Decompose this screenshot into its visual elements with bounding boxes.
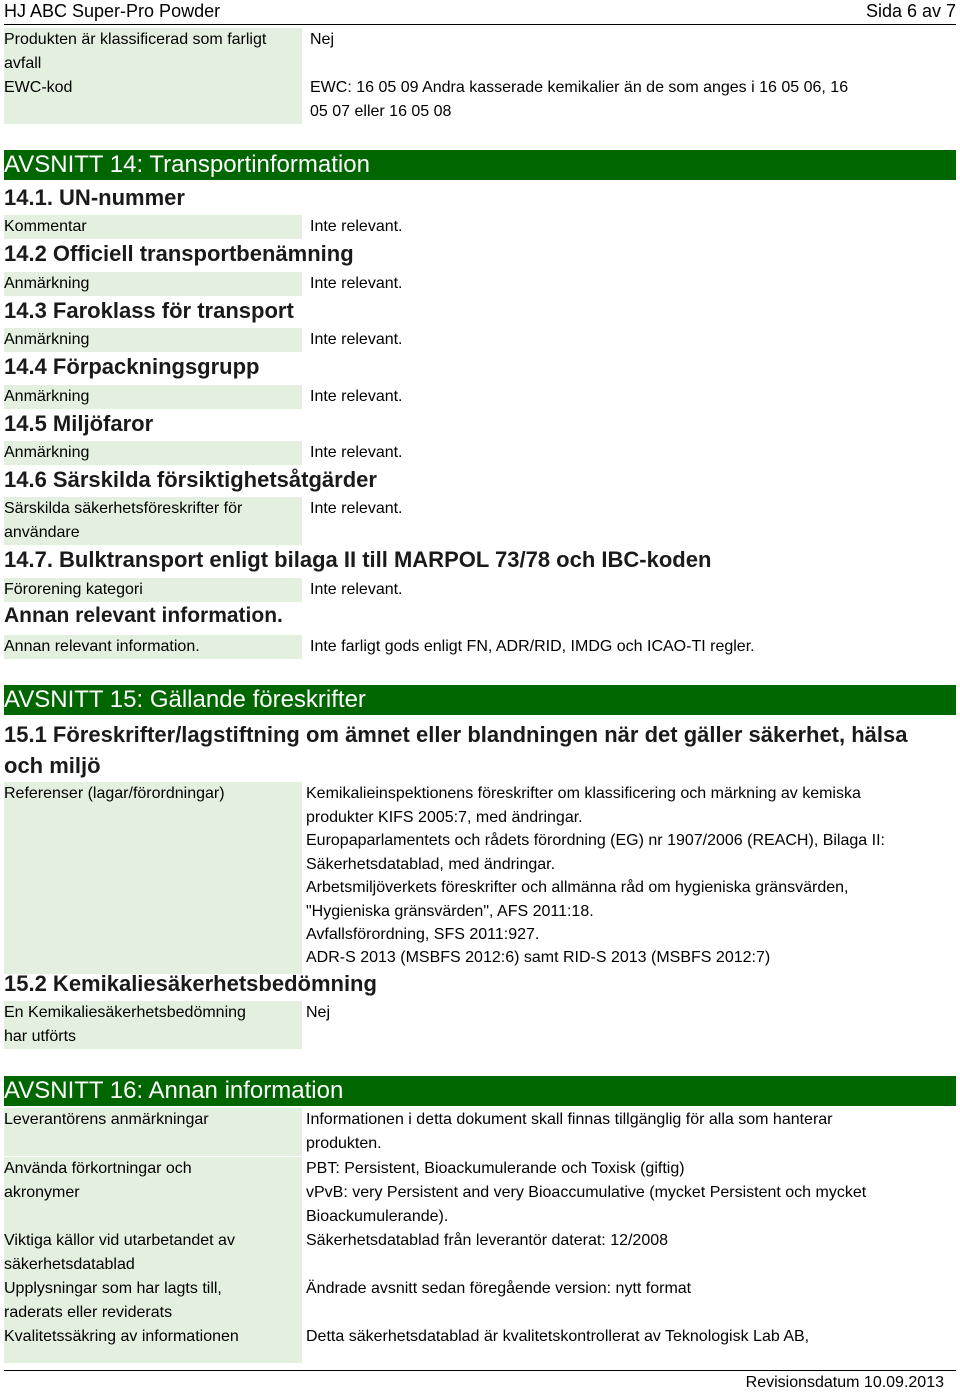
value-hazardous-waste: Nej: [310, 31, 335, 48]
value-15-1-sfs: Avfallsförordning, SFS 2011:927.: [306, 926, 540, 943]
label-14-5: Anmärkning: [4, 441, 302, 465]
value-15-2: Nej: [306, 1004, 331, 1021]
footer-divider: [4, 1370, 956, 1371]
value-abbreviations-vpvb: vPvB: very Persistent and very Bioaccumulative (mycket Persistent och mycket Bioackumulerande).: [306, 1184, 867, 1225]
value-quality-assurance: Detta säkerhetsdatablad är kvalitetskontrollerat av Teknologisk Lab AB,: [306, 1328, 810, 1345]
label-ewc-code: EWC-kod: [4, 76, 302, 124]
section-16-title: AVSNITT 16: Annan information: [4, 1076, 956, 1106]
heading-14-2: 14.2 Officiell transportbenämning: [4, 241, 354, 266]
heading-14-3: 14.3 Faroklass för transport: [4, 298, 294, 323]
heading-14-1: 14.1. UN-nummer: [4, 185, 185, 210]
heading-14-6: 14.6 Särskilda försiktighetsåtgärder: [4, 467, 377, 492]
section-14-title: AVSNITT 14: Transportinformation: [4, 150, 956, 180]
value-14-7: Inte relevant.: [310, 581, 403, 598]
value-15-1-adr: ADR-S 2013 (MSBFS 2012:6) samt RID-S 2013 (MSBFS 2012:7): [306, 949, 771, 966]
label-14-7: Förorening kategori: [4, 578, 302, 602]
label-14-6: Särskilda säkerhetsföreskrifter för användare: [4, 497, 302, 545]
heading-15-2: 15.2 Kemikaliesäkerhetsbedömning: [4, 971, 377, 996]
product-title: HJ ABC Super-Pro Powder: [4, 1, 221, 21]
label-14-1: Kommentar: [4, 215, 302, 239]
value-14-3: Inte relevant.: [310, 331, 403, 348]
value-abbreviations-pbt: PBT: Persistent, Bioackumulerande och Toxisk (giftig): [306, 1160, 685, 1177]
value-supplier-remarks: Informationen i detta dokument skall finnas tillgänglig för alla som hanterar produkten.: [306, 1111, 833, 1152]
label-revisions: Upplysningar som har lagts till, raderats eller reviderats: [4, 1277, 302, 1325]
value-14-2: Inte relevant.: [310, 275, 403, 292]
value-other-info: Inte farligt gods enligt FN, ADR/RID, IMDG och ICAO-TI regler.: [310, 638, 755, 655]
value-14-6: Inte relevant.: [310, 500, 403, 517]
value-ewc-code: EWC: 16 05 09 Andra kasserade kemikalier än de som anges i 16 05 06, 16 05 07 eller 16 05 08: [310, 79, 849, 120]
label-14-3: Anmärkning: [4, 328, 302, 352]
value-key-sources: Säkerhetsdatablad från leverantör daterat: 12/2008: [306, 1232, 669, 1249]
heading-14-4: 14.4 Förpackningsgrupp: [4, 354, 260, 379]
section-15-title: AVSNITT 15: Gällande föreskrifter: [4, 685, 956, 715]
value-14-4: Inte relevant.: [310, 388, 403, 405]
value-15-1-kifs: Kemikalieinspektionens föreskrifter om klassificering och märkning av kemiska produkter KIFS 2005:7, med ändringar.: [306, 785, 861, 826]
heading-14-7: 14.7. Bulktransport enligt bilaga II till MARPOL 73/78 och IBC-koden: [4, 547, 712, 572]
label-hazardous-waste: Produkten är klassificerad som farligt avfall: [4, 28, 302, 76]
label-quality-assurance: Kvalitetssäkring av informationen: [4, 1325, 302, 1363]
heading-15-1: 15.1 Föreskrifter/lagstiftning om ämnet eller blandningen när det gäller säkerhet, hälsa och miljö: [4, 722, 908, 778]
label-supplier-remarks: Leverantörens anmärkningar: [4, 1108, 302, 1156]
value-14-1: Inte relevant.: [310, 218, 403, 235]
label-other-info: Annan relevant information.: [4, 635, 302, 659]
label-key-sources: Viktiga källor vid utarbetandet av säkerhetsdatablad: [4, 1229, 302, 1277]
label-abbreviations: Använda förkortningar och akronymer: [4, 1157, 302, 1229]
heading-14-5: 14.5 Miljöfaror: [4, 411, 154, 436]
label-14-4: Anmärkning: [4, 385, 302, 409]
value-revisions: Ändrade avsnitt sedan föregående version: nytt format: [306, 1280, 692, 1297]
label-15-2: En Kemikaliesäkerhetsbedömning har utförts: [4, 1001, 302, 1049]
page-header: [4, 0, 956, 25]
label-15-1: Referenser (lagar/förordningar): [4, 782, 302, 974]
value-15-1-afs: Arbetsmiljöverkets föreskrifter och allmänna råd om hygieniska gränsvärden, "Hygieniska gränsvärden", AFS 2011:18.: [306, 879, 849, 920]
value-15-1-reach: Europaparlamentets och rådets förordning (EG) nr 1907/2006 (REACH), Bilaga II: Säkerhetsdatablad, med ändringar.: [306, 832, 885, 873]
heading-other-info: Annan relevant information.: [4, 604, 283, 627]
page-number: Sida 6 av 7: [865, 1, 956, 21]
label-14-2: Anmärkning: [4, 272, 302, 296]
value-14-5: Inte relevant.: [310, 444, 403, 461]
revision-date: Revisionsdatum 10.09.2013: [745, 1374, 944, 1391]
